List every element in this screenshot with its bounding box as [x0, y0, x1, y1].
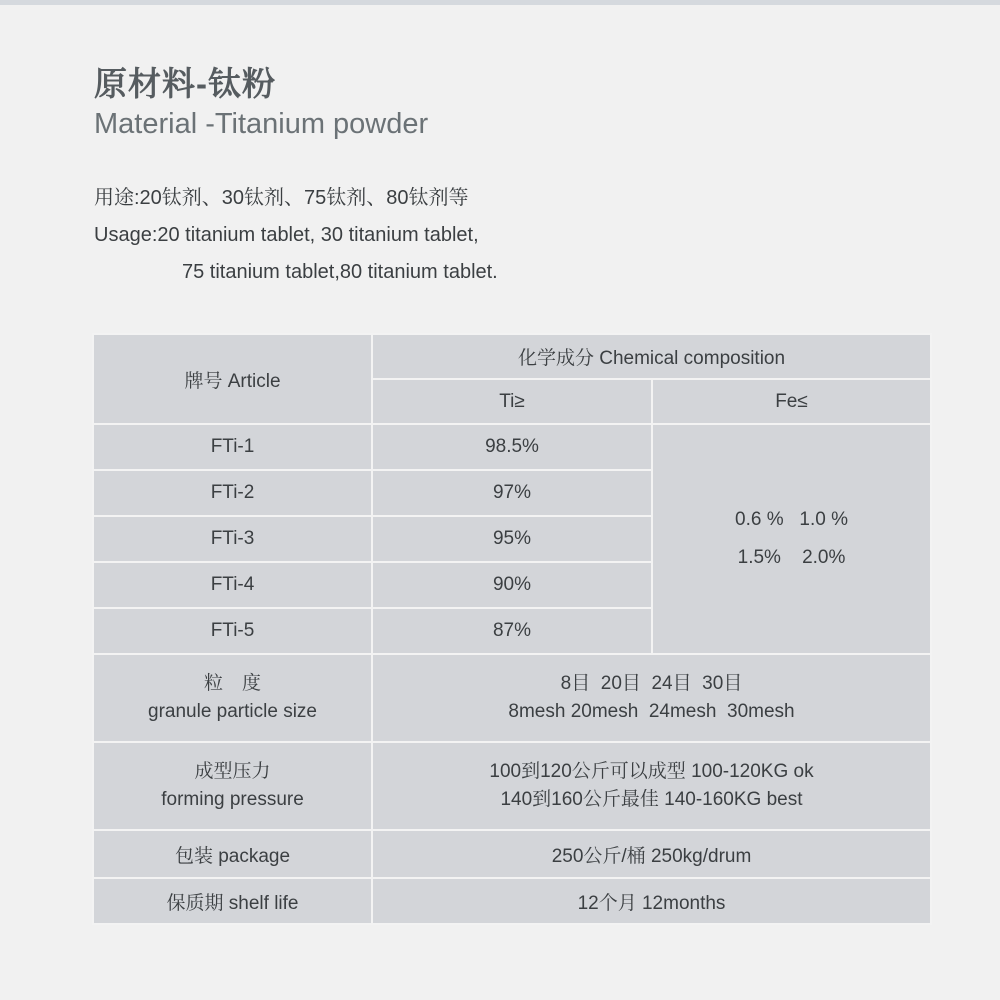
granule-label-cell [93, 654, 372, 742]
ti-cell: 98.5% [372, 424, 652, 470]
table-row [93, 424, 931, 470]
ti-cell: 97% [372, 470, 652, 516]
granule-value-en: 8mesh 20mesh 24mesh 30mesh [508, 701, 795, 722]
spec-table [92, 333, 932, 925]
forming-label-cell [93, 742, 372, 830]
article-cell: FTi-4 [93, 562, 372, 608]
granule-label-en: granule particle size [148, 701, 317, 722]
shelf-life-row [93, 878, 931, 924]
fe-values-line-1: 0.6 % 1.0 % [735, 509, 849, 530]
package-row [93, 830, 931, 878]
forming-label-cn: 成型压力 [194, 761, 271, 782]
ti-cell: 90% [372, 562, 652, 608]
table-header-row [93, 334, 931, 379]
article-cell: FTi-1 [93, 424, 372, 470]
forming-value-2: 140到160公斤最佳 140-160KG best [500, 789, 803, 810]
granule-value-cell [372, 654, 931, 742]
fe-values-line-2: 1.5% 2.0% [737, 547, 846, 568]
article-cell: FTi-2 [93, 470, 372, 516]
ti-header: Ti≥ [372, 379, 652, 424]
granule-label-cn: 粒 度 [203, 673, 261, 694]
usage-line-en-1: Usage:20 titanium tablet, 30 titanium tablet, [94, 224, 479, 246]
granule-value-cn: 8目 20目 24目 30目 [560, 673, 743, 694]
page-title-cn: 原材料-钛粉 [94, 65, 276, 102]
forming-label-en: forming pressure [161, 789, 304, 810]
page-title-en: Material -Titanium powder [94, 108, 429, 140]
shelf-life-value: 12个月 12months [372, 878, 931, 924]
package-label: 包装 package [93, 830, 372, 878]
fe-values-cell [652, 424, 931, 654]
top-divider [0, 0, 1000, 5]
usage-block [94, 180, 498, 291]
composition-header: 化学成分 Chemical composition [372, 334, 931, 379]
usage-line-cn: 用途:20钛剂、30钛剂、75钛剂、80钛剂等 [94, 187, 469, 209]
article-cell: FTi-3 [93, 516, 372, 562]
fe-header: Fe≤ [652, 379, 931, 424]
forming-row [93, 742, 931, 830]
article-header: 牌号 Article [93, 334, 372, 424]
forming-value-cell [372, 742, 931, 830]
article-cell: FTi-5 [93, 608, 372, 654]
granule-row [93, 654, 931, 742]
ti-cell: 95% [372, 516, 652, 562]
usage-line-en-2: 75 titanium tablet,80 titanium tablet. [182, 261, 498, 283]
shelf-life-label: 保质期 shelf life [93, 878, 372, 924]
ti-cell: 87% [372, 608, 652, 654]
package-value: 250公斤/桶 250kg/drum [372, 830, 931, 878]
forming-value-1: 100到120公斤可以成型 100-120KG ok [489, 761, 814, 782]
